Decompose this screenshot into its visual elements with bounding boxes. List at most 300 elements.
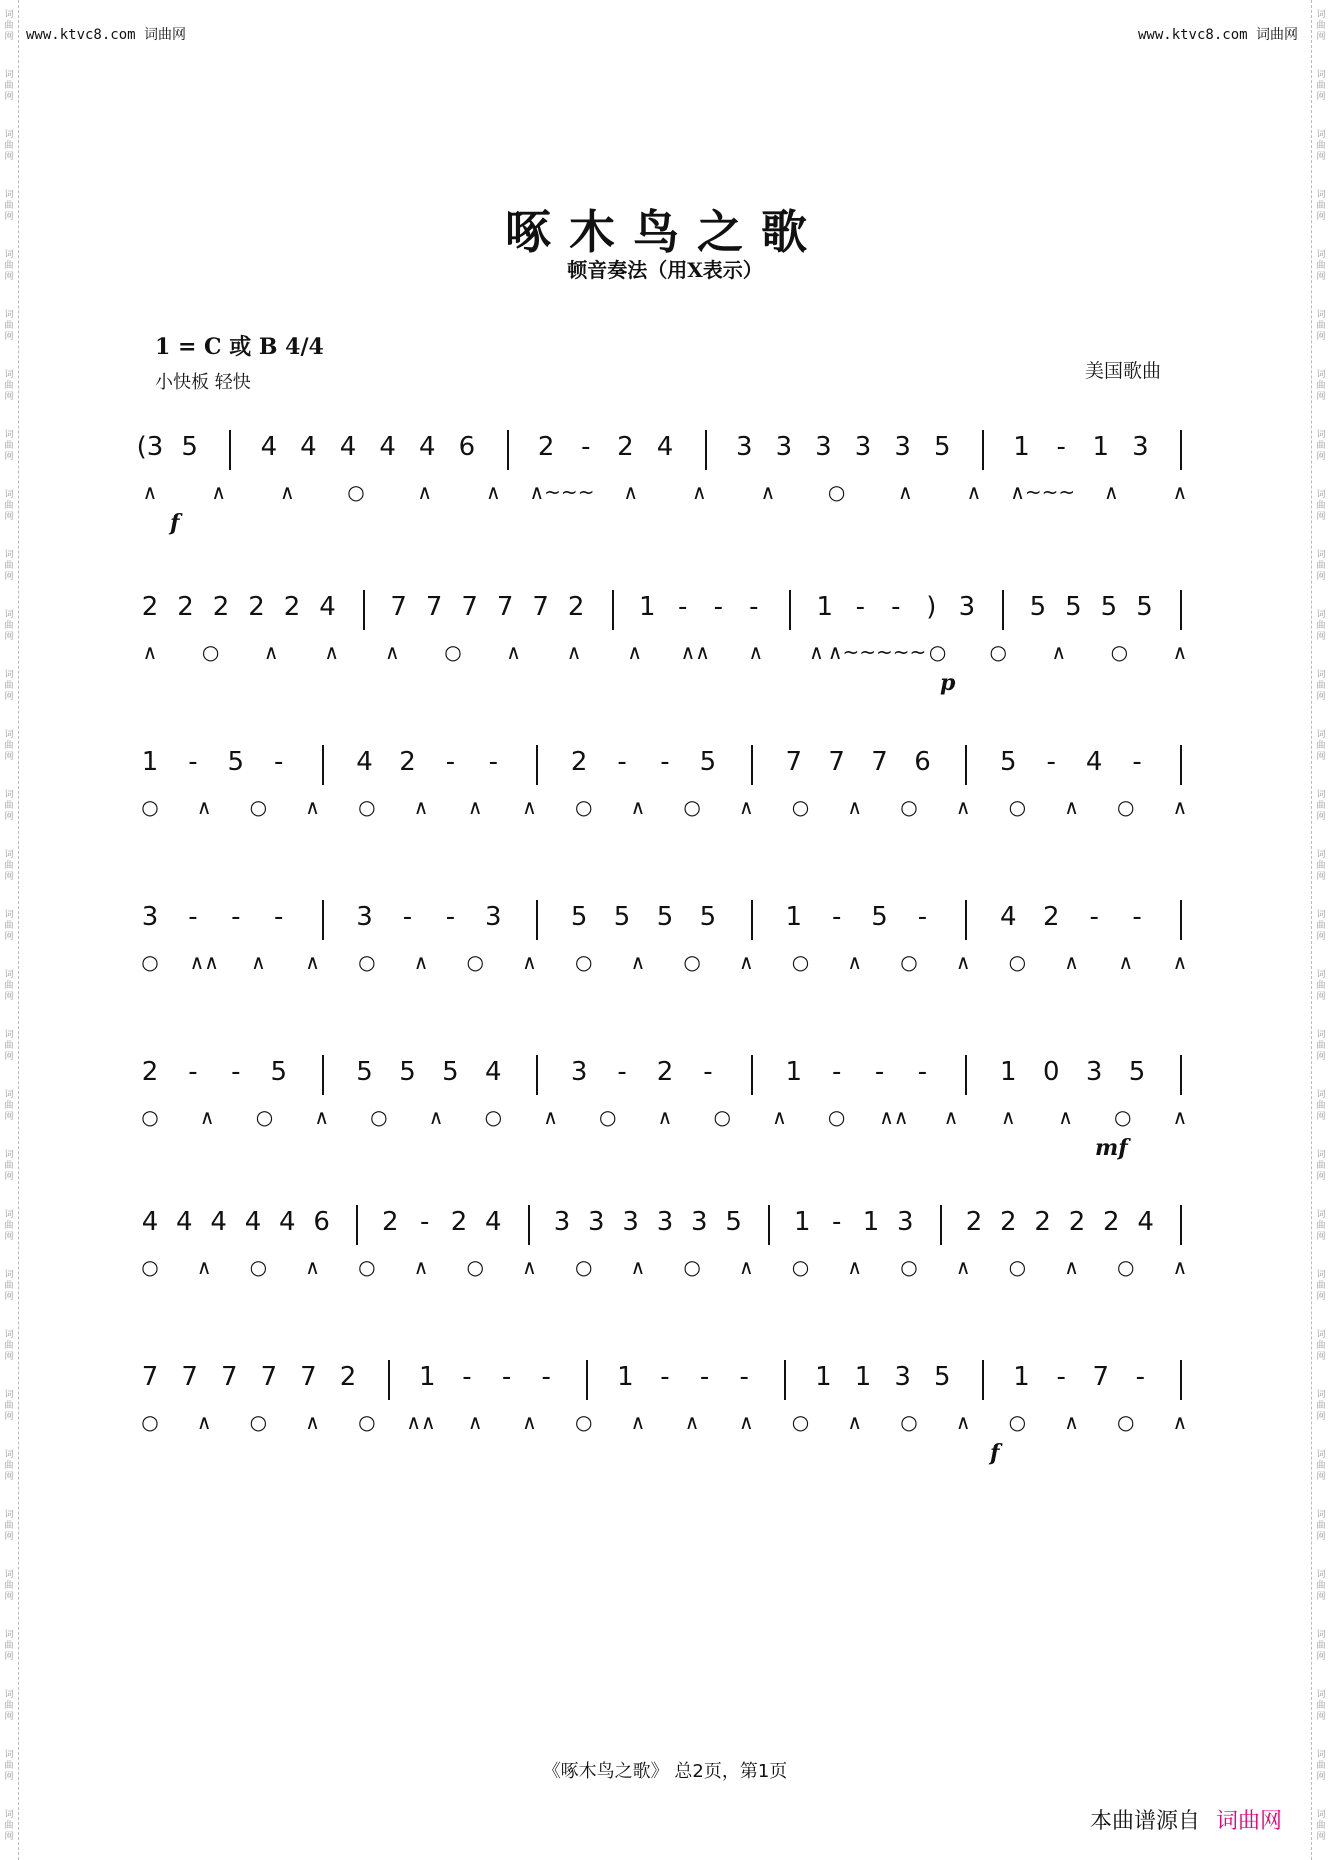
score-note: 5 bbox=[934, 432, 951, 462]
technique-mark: ○ bbox=[141, 1105, 159, 1129]
technique-mark: ○ bbox=[1008, 1410, 1027, 1434]
technique-mark: ○ bbox=[1117, 795, 1135, 819]
watermark-text: 词曲网 bbox=[1316, 790, 1326, 822]
technique-mark: ∧ bbox=[522, 1410, 537, 1434]
song-subtitle: 顿音奏法（用X表示） bbox=[567, 258, 763, 282]
technique-mark: ∧ bbox=[196, 1255, 212, 1279]
score-note: 5 bbox=[270, 1057, 288, 1087]
watermark-text: 词曲网 bbox=[4, 1390, 14, 1422]
score-note: - bbox=[749, 592, 759, 622]
watermark-text: 词曲网 bbox=[1316, 430, 1326, 462]
technique-mark: ○ bbox=[141, 1410, 159, 1434]
technique-mark: ∧ bbox=[847, 1410, 863, 1434]
technique-mark: ○ bbox=[989, 640, 1007, 664]
technique-mark: ○ bbox=[141, 950, 159, 974]
technique-mark: ∧ bbox=[142, 480, 158, 504]
score-note: 2 bbox=[1042, 902, 1060, 932]
score-note: 2 bbox=[399, 747, 416, 777]
score-note: 3 bbox=[815, 432, 832, 462]
technique-mark: ○ bbox=[791, 950, 810, 974]
score-note: - bbox=[874, 1057, 885, 1087]
technique-mark: ○ bbox=[683, 795, 701, 819]
watermark-text: 词曲网 bbox=[4, 1270, 14, 1302]
technique-mark: ○ bbox=[599, 1105, 617, 1129]
barline bbox=[363, 590, 365, 630]
technique-mark: ∧~~~ bbox=[1010, 480, 1076, 504]
score-note: 1 bbox=[1013, 432, 1030, 462]
score-note: 1 bbox=[785, 902, 803, 932]
watermark-text: 词曲网 bbox=[4, 250, 14, 282]
technique-mark: ○ bbox=[1117, 1410, 1135, 1434]
technique-mark: ○ bbox=[791, 1410, 810, 1434]
technique-mark: ∧ bbox=[305, 950, 320, 974]
score-note: 1 bbox=[638, 592, 656, 622]
technique-mark: ∧ bbox=[522, 795, 537, 819]
technique-mark: ∧ bbox=[305, 795, 320, 819]
barline bbox=[982, 1360, 984, 1400]
watermark-text: 词曲网 bbox=[1316, 730, 1326, 762]
score-note: 1 bbox=[785, 1057, 803, 1087]
technique-mark: ○ bbox=[1008, 950, 1027, 974]
technique-mark: ○ bbox=[141, 1255, 159, 1279]
technique-mark: ∧ bbox=[251, 950, 266, 974]
page-footer: 《啄木鸟之歌》 总2页，第1页 bbox=[542, 1761, 788, 1782]
score-note: 4 bbox=[260, 432, 278, 462]
score-note: 4 bbox=[1000, 902, 1017, 932]
score-note: 4 bbox=[656, 432, 674, 462]
barline bbox=[1180, 590, 1182, 630]
technique-mark: ∧ bbox=[1104, 480, 1119, 504]
barline bbox=[586, 1360, 588, 1400]
score-note: 5 bbox=[399, 1057, 416, 1087]
score-note: 2 bbox=[177, 592, 194, 622]
technique-mark: ∧ bbox=[809, 640, 824, 664]
score-note: - bbox=[274, 747, 284, 777]
score-note: 4 bbox=[1137, 1207, 1154, 1237]
score-note: 5 bbox=[1000, 747, 1017, 777]
watermark-text: 词曲网 bbox=[1316, 490, 1326, 522]
score-note: 5 bbox=[570, 902, 588, 932]
technique-mark: ○ bbox=[574, 950, 593, 974]
technique-mark: ○ bbox=[466, 950, 484, 974]
technique-mark: ∧ bbox=[467, 795, 483, 819]
score-note: 6 bbox=[914, 747, 931, 777]
score-note: 7 bbox=[425, 592, 443, 622]
score-note: 7 bbox=[220, 1362, 238, 1392]
header-site-right: www.ktvc8.com 词曲网 bbox=[1137, 27, 1298, 43]
score-note: - bbox=[1089, 902, 1099, 932]
technique-mark: ∧ bbox=[413, 795, 429, 819]
watermark-text: 词曲网 bbox=[1316, 1390, 1326, 1422]
score-note: 7 bbox=[1092, 1362, 1110, 1392]
watermark-text: 词曲网 bbox=[4, 1150, 14, 1182]
score-note: - bbox=[1132, 902, 1142, 932]
watermark-text: 词曲网 bbox=[4, 1510, 14, 1542]
technique-mark: ∧ bbox=[263, 640, 279, 664]
watermark-text: 词曲网 bbox=[4, 370, 14, 402]
header-site-left: www.ktvc8.com 词曲网 bbox=[26, 27, 187, 43]
score-note: 2 bbox=[1068, 1207, 1086, 1237]
technique-mark: ∧ bbox=[543, 1105, 558, 1129]
score-note: 2 bbox=[1000, 1207, 1017, 1237]
watermark-text: 词曲网 bbox=[4, 850, 14, 882]
score-note: 2 bbox=[248, 592, 265, 622]
watermark-text: 词曲网 bbox=[1316, 1330, 1326, 1362]
technique-mark: ∧ bbox=[966, 480, 982, 504]
score-note: 3 bbox=[775, 432, 793, 462]
watermark-text: 词曲网 bbox=[1316, 1450, 1326, 1482]
score-note: 7 bbox=[390, 592, 407, 622]
barline bbox=[507, 430, 509, 470]
score-note: ) bbox=[926, 592, 937, 622]
score-note: 3 bbox=[588, 1207, 605, 1237]
watermark-text: 词曲网 bbox=[1316, 1750, 1326, 1782]
barline bbox=[1180, 1205, 1182, 1245]
technique-mark: ○ bbox=[249, 1410, 268, 1434]
technique-mark: ○ bbox=[358, 1410, 376, 1434]
technique-mark: ○ bbox=[444, 640, 462, 664]
score-note: 1 bbox=[419, 1362, 436, 1392]
technique-mark: ○ bbox=[255, 1105, 274, 1129]
score-note: 3 bbox=[356, 902, 373, 932]
technique-mark: ∧ bbox=[428, 1105, 444, 1129]
score-note: 1 bbox=[862, 1207, 880, 1237]
score-note: 3 bbox=[735, 432, 753, 462]
barline bbox=[356, 1205, 358, 1245]
score-note: - bbox=[713, 592, 723, 622]
technique-mark: ○ bbox=[1008, 795, 1027, 819]
score-note: 2 bbox=[339, 1362, 357, 1392]
score-note: 5 bbox=[1136, 592, 1153, 622]
technique-mark: ∧ bbox=[657, 1105, 673, 1129]
technique-mark: ∧ bbox=[1172, 480, 1188, 504]
technique-mark: ∧ bbox=[506, 640, 521, 664]
score-note: - bbox=[831, 1207, 842, 1237]
watermark-text: 词曲网 bbox=[4, 70, 14, 102]
watermark-text: 词曲网 bbox=[4, 10, 14, 42]
tempo-marking: 小快板 轻快 bbox=[155, 372, 251, 393]
technique-mark: ∧ bbox=[630, 950, 646, 974]
barline bbox=[940, 1205, 942, 1245]
barline bbox=[705, 430, 707, 470]
technique-mark: ○ bbox=[900, 1410, 918, 1434]
score-note: 1 bbox=[1013, 1362, 1030, 1392]
technique-mark: ○ bbox=[1008, 1255, 1027, 1279]
score-note: - bbox=[855, 592, 866, 622]
score-system bbox=[0, 870, 1330, 1030]
technique-mark: ∧ bbox=[1001, 1105, 1016, 1129]
score-note: 2 bbox=[1034, 1207, 1051, 1237]
score-note: 3 bbox=[958, 592, 976, 622]
score-note: 4 bbox=[319, 592, 336, 622]
technique-mark: ○ bbox=[827, 480, 846, 504]
score-note: 3 bbox=[141, 902, 159, 932]
score-note: 1 bbox=[617, 1362, 634, 1392]
technique-mark: ∧ bbox=[199, 1105, 215, 1129]
score-note: - bbox=[917, 1057, 928, 1087]
barline bbox=[789, 590, 791, 630]
score-note: - bbox=[188, 1057, 198, 1087]
score-note: - bbox=[739, 1362, 749, 1392]
technique-mark: ∧ bbox=[413, 1255, 429, 1279]
score-note: - bbox=[891, 592, 901, 622]
score-note: 5 bbox=[356, 1057, 373, 1087]
credit-prefix: 本曲谱源自 bbox=[1089, 1809, 1200, 1834]
score-note: 2 bbox=[965, 1207, 983, 1237]
score-system bbox=[0, 1330, 1330, 1490]
technique-mark: ∧ bbox=[1172, 640, 1188, 664]
score-note: 2 bbox=[537, 432, 555, 462]
watermark-text: 词曲网 bbox=[1316, 70, 1326, 102]
score-note: 2 bbox=[212, 592, 230, 622]
technique-mark: ○ bbox=[1117, 1255, 1135, 1279]
technique-mark: ∧∧ bbox=[406, 1410, 436, 1434]
score-note: - bbox=[402, 902, 413, 932]
technique-mark: ○ bbox=[347, 480, 365, 504]
score-note: - bbox=[1135, 1362, 1146, 1392]
watermark-text: 词曲网 bbox=[4, 130, 14, 162]
score-system bbox=[0, 400, 1330, 560]
technique-mark: ∧ bbox=[1172, 950, 1188, 974]
score-note: 3 bbox=[570, 1057, 588, 1087]
technique-mark: ○ bbox=[484, 1105, 503, 1129]
score-note: 1 bbox=[1000, 1057, 1017, 1087]
score-note: - bbox=[617, 747, 627, 777]
technique-mark: ∧ bbox=[772, 1105, 787, 1129]
score-note: 1 bbox=[815, 1362, 832, 1392]
technique-mark: ∧ bbox=[748, 640, 764, 664]
technique-mark: ○ bbox=[574, 795, 593, 819]
watermark-text: 词曲网 bbox=[1316, 910, 1326, 942]
watermark-text: 词曲网 bbox=[1316, 370, 1326, 402]
score-note: - bbox=[188, 747, 198, 777]
watermark-text: 词曲网 bbox=[4, 610, 14, 642]
watermark-text: 词曲网 bbox=[1316, 1570, 1326, 1602]
barline bbox=[1180, 745, 1182, 785]
watermark-text: 词曲网 bbox=[1316, 1210, 1326, 1242]
score-note: - bbox=[445, 747, 456, 777]
technique-mark: ∧ bbox=[623, 480, 638, 504]
technique-mark: ∧ bbox=[847, 950, 863, 974]
score-note: 4 bbox=[141, 1207, 159, 1237]
score-note: - bbox=[699, 1362, 710, 1392]
watermark-text: 词曲网 bbox=[4, 310, 14, 342]
technique-mark: ∧ bbox=[1064, 950, 1079, 974]
score-note: 4 bbox=[356, 747, 373, 777]
watermark-text: 词曲网 bbox=[4, 1750, 14, 1782]
watermark-text: 词曲网 bbox=[1316, 190, 1326, 222]
technique-mark: ∧ bbox=[1172, 1255, 1188, 1279]
technique-mark: ○ bbox=[900, 795, 918, 819]
barline bbox=[751, 745, 753, 785]
technique-mark: ○ bbox=[900, 1255, 918, 1279]
score-note: 7 bbox=[300, 1362, 317, 1392]
barline bbox=[322, 1055, 324, 1095]
technique-mark: ∧ bbox=[1058, 1105, 1073, 1129]
score-note: 4 bbox=[300, 432, 317, 462]
score-note: - bbox=[231, 1057, 241, 1087]
watermark-text: 词曲网 bbox=[4, 1330, 14, 1362]
technique-mark: ○ bbox=[1110, 640, 1129, 664]
score-note: - bbox=[1132, 747, 1142, 777]
score-note: - bbox=[703, 1057, 713, 1087]
score-note: 7 bbox=[141, 1362, 159, 1392]
score-system bbox=[0, 560, 1330, 720]
score-note: 4 bbox=[419, 432, 436, 462]
score-note: 7 bbox=[496, 592, 514, 622]
score-note: 5 bbox=[181, 432, 198, 462]
score-note: 4 bbox=[485, 1207, 502, 1237]
score-note: 3 bbox=[656, 1207, 674, 1237]
score-note: 4 bbox=[1085, 747, 1103, 777]
score-note: 2 bbox=[141, 1057, 159, 1087]
watermark-text: 词曲网 bbox=[1316, 850, 1326, 882]
score-system bbox=[0, 715, 1330, 875]
technique-mark: ○ bbox=[713, 1105, 731, 1129]
score-note: 1 bbox=[141, 747, 159, 777]
barline bbox=[322, 745, 324, 785]
technique-mark: ○ bbox=[900, 950, 918, 974]
technique-mark: ○ bbox=[370, 1105, 388, 1129]
score-note: 5 bbox=[442, 1057, 459, 1087]
technique-mark: ○ bbox=[683, 950, 701, 974]
watermark-text: 词曲网 bbox=[4, 1030, 14, 1062]
technique-mark: ∧ bbox=[1172, 795, 1188, 819]
watermark-text: 词曲网 bbox=[4, 1810, 14, 1842]
technique-mark: ∧ bbox=[1172, 1410, 1188, 1434]
watermark-text: 词曲网 bbox=[1316, 1630, 1326, 1662]
technique-mark: ∧ bbox=[630, 795, 646, 819]
watermark-text: 词曲网 bbox=[4, 730, 14, 762]
barline bbox=[1180, 900, 1182, 940]
composer: 美国歌曲 bbox=[1085, 360, 1162, 382]
barline bbox=[536, 745, 538, 785]
watermark-text: 词曲网 bbox=[1316, 610, 1326, 642]
source-credit bbox=[1090, 1804, 1282, 1835]
score-note: 7 bbox=[828, 747, 845, 777]
watermark-text: 词曲网 bbox=[1316, 1030, 1326, 1062]
technique-mark: ○ bbox=[358, 1255, 376, 1279]
watermark-text: 词曲网 bbox=[1316, 1150, 1326, 1182]
score-note: - bbox=[581, 432, 591, 462]
score-note: 4 bbox=[379, 432, 396, 462]
barline bbox=[982, 430, 984, 470]
technique-mark: ∧ bbox=[1064, 1255, 1079, 1279]
technique-mark: ∧ bbox=[142, 640, 158, 664]
technique-mark: ∧∧ bbox=[189, 950, 219, 974]
score-note: 4 bbox=[176, 1207, 193, 1237]
technique-mark: ○ bbox=[249, 795, 268, 819]
technique-mark: ∧ bbox=[955, 950, 971, 974]
technique-mark: ○ bbox=[1114, 1105, 1132, 1129]
technique-mark: ∧ bbox=[522, 1255, 537, 1279]
score-note: 5 bbox=[1100, 592, 1118, 622]
score-note: 5 bbox=[934, 1362, 951, 1392]
watermark-text: 词曲网 bbox=[4, 1450, 14, 1482]
technique-mark: ∧ bbox=[684, 1410, 700, 1434]
watermark-text: 词曲网 bbox=[1316, 1690, 1326, 1722]
score-note: - bbox=[660, 1362, 670, 1392]
technique-mark: ○ bbox=[141, 795, 159, 819]
watermark-text: 词曲网 bbox=[1316, 550, 1326, 582]
watermark-text: 词曲网 bbox=[1316, 310, 1326, 342]
barline bbox=[1180, 430, 1182, 470]
watermark-text: 词曲网 bbox=[4, 910, 14, 942]
technique-mark: ∧ bbox=[305, 1255, 320, 1279]
technique-mark: ○ bbox=[928, 640, 947, 664]
technique-mark: ○ bbox=[791, 795, 810, 819]
score-note: 7 bbox=[181, 1362, 198, 1392]
watermark-text: 词曲网 bbox=[1316, 250, 1326, 282]
watermark-text: 词曲网 bbox=[1316, 1090, 1326, 1122]
credit-brand[interactable]: 词曲网 bbox=[1215, 1809, 1282, 1834]
watermark-text: 词曲网 bbox=[4, 430, 14, 462]
watermark-text: 词曲网 bbox=[4, 1090, 14, 1122]
score-note: 1 bbox=[794, 1207, 811, 1237]
barline bbox=[751, 900, 753, 940]
barline bbox=[536, 1055, 538, 1095]
score-note: 4 bbox=[244, 1207, 262, 1237]
score-note: 4 bbox=[485, 1057, 502, 1087]
technique-mark: ○ bbox=[201, 640, 220, 664]
barline bbox=[229, 430, 231, 470]
score-note: 2 bbox=[450, 1207, 468, 1237]
watermark-text: 词曲网 bbox=[4, 790, 14, 822]
technique-mark: ∧ bbox=[305, 1410, 320, 1434]
score-note: 5 bbox=[613, 902, 631, 932]
score-system bbox=[0, 1175, 1330, 1335]
score-note: 3 bbox=[691, 1207, 708, 1237]
score-note: 0 bbox=[1042, 1057, 1060, 1087]
barline bbox=[612, 590, 614, 630]
score-note: 5 bbox=[699, 747, 717, 777]
score-note: - bbox=[917, 902, 928, 932]
technique-mark: ○ bbox=[574, 1255, 593, 1279]
score-note: - bbox=[501, 1362, 512, 1392]
technique-mark: ∧ bbox=[955, 1410, 971, 1434]
score-note: 5 bbox=[1029, 592, 1047, 622]
technique-mark: ○ bbox=[358, 795, 376, 819]
technique-mark: ∧ bbox=[630, 1410, 646, 1434]
watermark-text: 词曲网 bbox=[1316, 1270, 1326, 1302]
technique-mark: ○ bbox=[827, 1105, 846, 1129]
score-note: 3 bbox=[1085, 1057, 1103, 1087]
technique-mark: ∧ bbox=[413, 950, 429, 974]
technique-mark: ∧ bbox=[760, 480, 776, 504]
technique-mark: ∧ bbox=[324, 640, 340, 664]
technique-mark: ∧ bbox=[1118, 950, 1134, 974]
song-title: 啄木鸟之歌 bbox=[505, 205, 825, 259]
technique-mark: ∧ bbox=[738, 1255, 754, 1279]
score-note: 2 bbox=[656, 1057, 674, 1087]
score-note: - bbox=[617, 1057, 627, 1087]
dynamic-mark: f bbox=[170, 510, 180, 536]
technique-mark: ∧ bbox=[1064, 795, 1079, 819]
technique-mark: ∧ bbox=[196, 795, 212, 819]
watermark-text: 词曲网 bbox=[1316, 1510, 1326, 1542]
score-note: - bbox=[678, 592, 688, 622]
barline bbox=[1002, 590, 1004, 630]
technique-mark: ○ bbox=[683, 1255, 701, 1279]
technique-mark: ∧ bbox=[627, 640, 643, 664]
barline bbox=[1180, 1055, 1182, 1095]
score-note: 2 bbox=[141, 592, 159, 622]
technique-mark: ∧ bbox=[1172, 1105, 1188, 1129]
technique-mark: ∧ bbox=[314, 1105, 329, 1129]
technique-mark: ∧ bbox=[630, 1255, 646, 1279]
score-note: 1 bbox=[854, 1362, 872, 1392]
score-note: - bbox=[831, 1057, 842, 1087]
